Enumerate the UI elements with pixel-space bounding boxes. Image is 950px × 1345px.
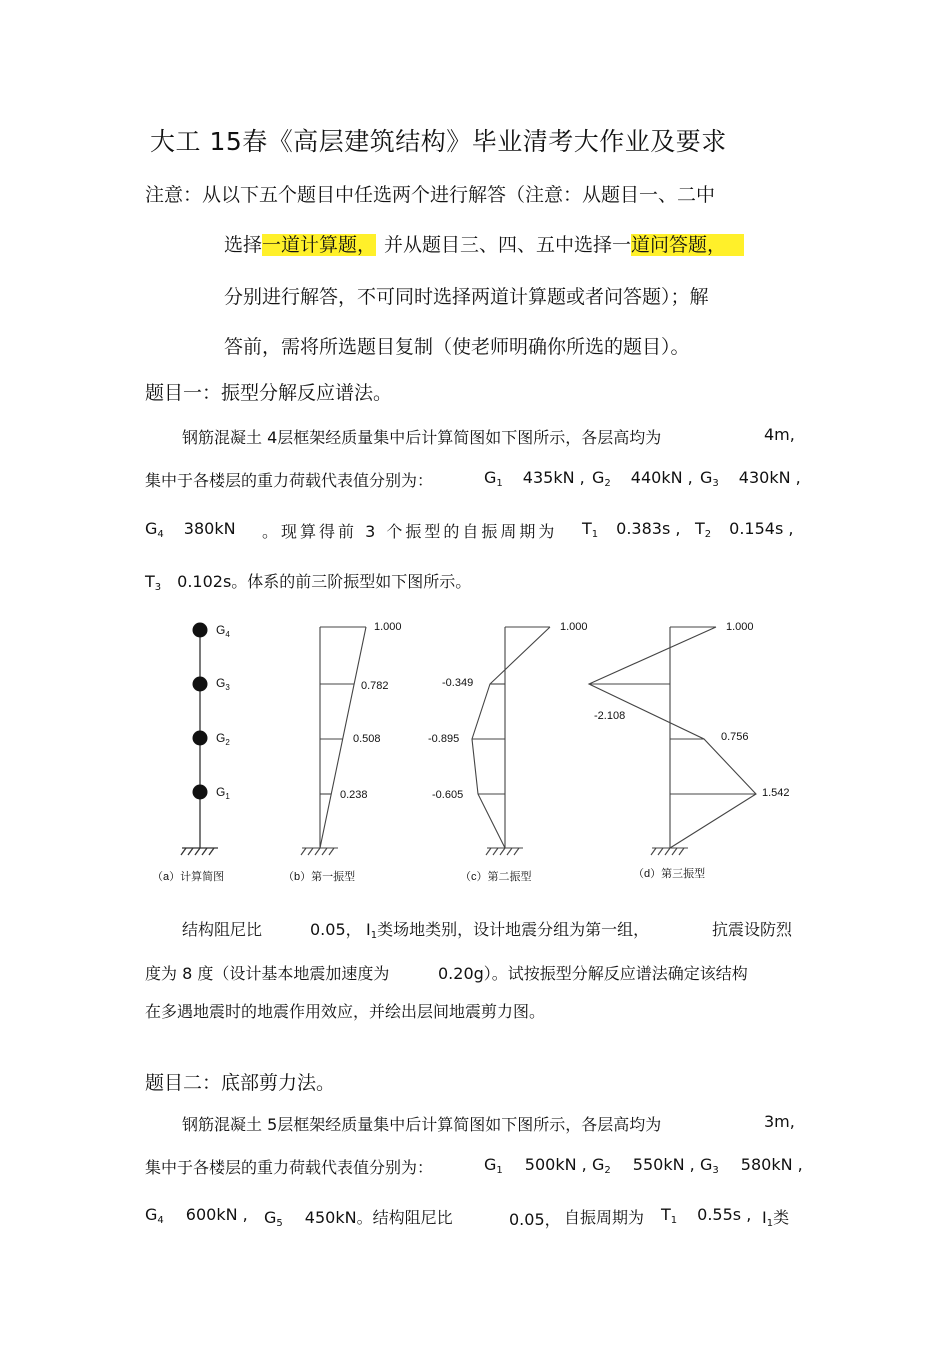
q1-site-class: $Ⅰ_1$类场地类别，设计地震分组为第一组， [366,920,650,941]
q2-g5: $G_5$ 450kN。结构阻尼比 [264,1208,453,1229]
node-label-g2: $G_2$ [216,731,230,747]
note-text: 并从题目三、四、五中选择一 [384,234,632,256]
mode2-value: 1.000 [560,621,588,633]
q1-t3: $T_3$ 0.102s。体系的前三阶振型如下图所示。 [145,572,472,593]
note-text: 选择 [224,234,263,256]
note-line-2 [224,230,744,257]
q1-damping-label: 结构阻尼比 [182,920,263,939]
highlight-qa: 道问答题， [631,234,744,256]
q1-para-2: 集中于各楼层的重力荷载代表值分别为： [145,471,434,490]
q2-para-1: 钢筋混凝土 5层框架经质量集中后计算简图如下图所示，各层高均为 [182,1115,662,1134]
q1-height: 4m, [764,425,795,444]
q2-g3: $G_3$ 580kN , [700,1155,803,1176]
note-line-4: 答前，需将所选题目复制（使老师明确你所选的题目）。 [224,336,690,358]
q1-t2: $T_2$ 0.154s , [695,519,794,540]
q2-g4: $G_4$ 600kN , [145,1205,248,1226]
q2-g1: $G_1$ 500kN , [484,1155,587,1176]
q1-g4: $G_4$ 380kN [145,519,236,540]
q2-para-2: 集中于各楼层的重力荷载代表值分别为： [145,1158,434,1177]
q1-period-text: 。现算得前 3 个振型的自振周期为 [262,522,558,541]
q1-para-6a: 度为 8 度（设计基本地震加速度为 [145,964,390,983]
node-label-g4: $G_4$ [216,623,230,639]
q1-heading: 题目一：振型分解反应谱法。 [145,382,393,404]
highlight-calc: 一道计算题， [262,234,377,256]
mode3-value: 1.000 [726,621,754,633]
mode3-value: 0.756 [721,731,749,743]
mode1-value: 1.000 [374,621,402,633]
q2-damping: 0.05， [509,1210,561,1229]
q1-g1: $G_1$ 435kN , [484,468,585,489]
mass-node-g1 [193,785,208,800]
q1-damping-value: 0.05， [310,920,362,939]
mode1-value: 0.782 [361,680,389,692]
q2-site-class: $Ⅰ_1$类 [762,1208,790,1229]
mode2-value: -0.349 [442,677,474,689]
mode1-value: 0.238 [340,789,368,801]
page-title: 大工 15春《高层建筑结构》毕业清考大作业及要求 [150,127,727,156]
mass-node-g4 [193,623,208,638]
mode2-value: -0.895 [428,733,460,745]
q1-para-6b: 0.20g）。试按振型分解反应谱法确定该结构 [438,964,748,983]
q2-height: 3m, [764,1112,795,1131]
mode3-value: 1.542 [762,787,790,799]
support-hatch [181,848,214,855]
note-line-3: 分别进行解答，不可同时选择两道计算题或者问答题）；解 [224,286,709,308]
q1-para-7: 在多遇地震时的地震作用效应，并绘出层间地震剪力图。 [145,1002,546,1021]
q1-para-5-end: 抗震设防烈 [712,920,793,939]
caption-d: （d）第三振型 [633,868,706,880]
mode2-value: -0.605 [432,789,464,801]
node-label-g1: $G_1$ [216,785,230,801]
caption-b: （b）第一振型 [283,871,356,883]
q1-g3: $G_3$ 430kN , [700,468,801,489]
mode-shape-figure [0,600,950,895]
q1-para-1: 钢筋混凝土 4层框架经质量集中后计算简图如下图所示，各层高均为 [182,428,662,447]
node-label-g3: $G_3$ [216,676,230,692]
mass-node-g3 [193,677,208,692]
q2-heading: 题目二：底部剪力法。 [145,1072,336,1094]
mode3-value: -2.108 [594,710,626,722]
mode2-shape [472,627,550,855]
q1-g2: $G_2$ 440kN , [592,468,693,489]
caption-a: （a）计算简图 [152,871,225,883]
q2-g2: $G_2$ 550kN , [592,1155,695,1176]
mode1-value: 0.508 [353,733,381,745]
note-line-1: 注意：从以下五个题目中任选两个进行解答（注意：从题目一、二中 [145,184,716,206]
mass-node-g2 [193,731,208,746]
q2-t1: $T_1$ 0.55s , [661,1205,752,1226]
caption-c: （c）第二振型 [460,871,532,883]
q2-period-label: 自振周期为 [564,1208,645,1227]
q1-t1: $T_1$ 0.383s , [582,519,681,540]
